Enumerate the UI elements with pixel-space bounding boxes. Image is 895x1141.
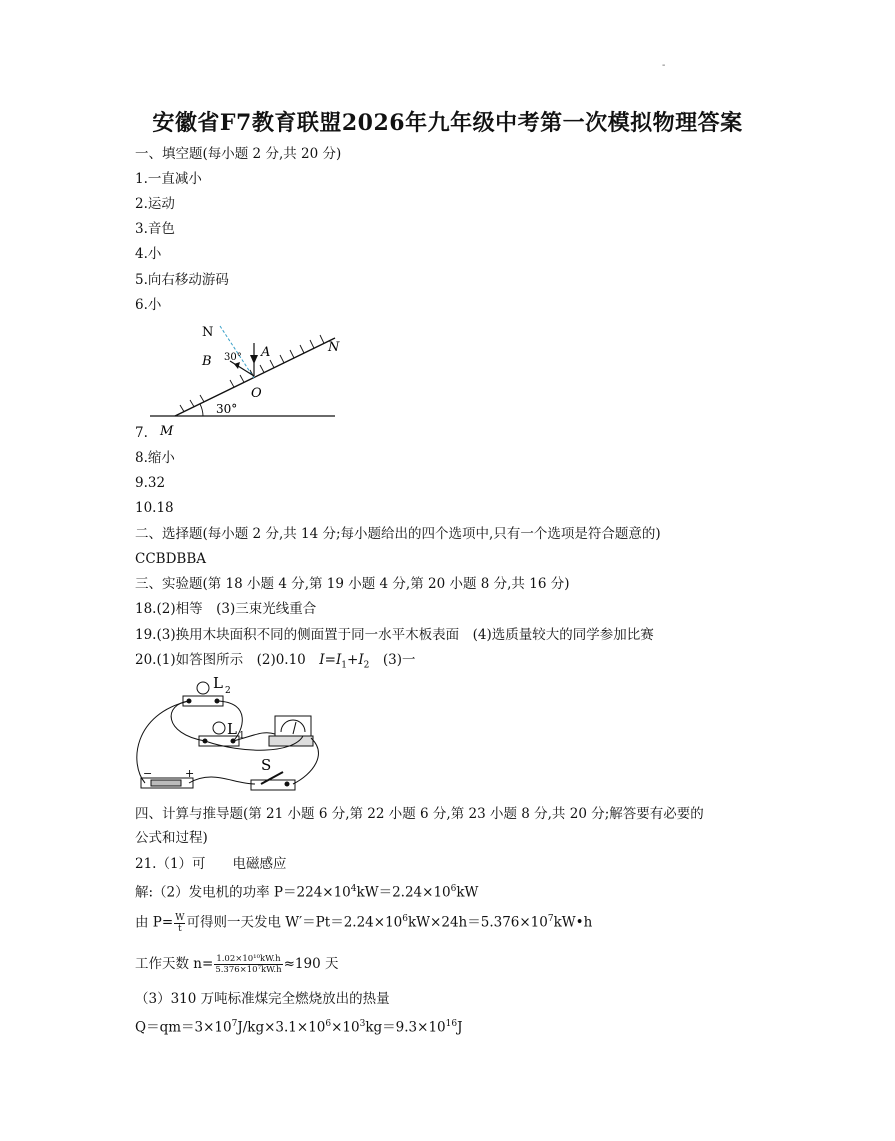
fraction-days: $\frac{\text{1.02×10¹⁰kW.h}}{\text{5.376×10⁷kW.h}}$ <box>215 954 282 975</box>
answer-10: 10.18 <box>135 500 174 516</box>
section-1-heading: 一、填空题(每小题 2 分,共 20 分) <box>135 146 342 162</box>
section-4-heading: 四、计算与推导题(第 21 小题 6 分,第 22 小题 6 分,第 23 小题 8 分,共 20 分;解答要有必要的 <box>135 806 704 822</box>
choice-answers: CCBDBBA <box>135 551 206 567</box>
label-normal-N: N <box>202 325 214 340</box>
label-B: B <box>202 354 212 369</box>
angle-arc-bottom <box>200 404 203 416</box>
answer-19: 19.(3)换用木块面积不同的侧面置于同一水平木板表面 (4)选质量较大的同学参加比赛 <box>135 627 654 643</box>
label-L1: L <box>227 720 237 738</box>
answer-6: 6.小 <box>135 297 162 313</box>
answer-3: 3.音色 <box>135 221 175 237</box>
label-L1-sub: 1 <box>239 731 245 741</box>
reflection-diagram <box>140 318 355 440</box>
page-title: 安徽省F7教育联盟2026年九年级中考第一次模拟物理答案 <box>152 110 743 136</box>
label-L2-sub: 2 <box>225 686 231 696</box>
label-battery-plus: + <box>185 767 195 780</box>
circuit-diagram <box>133 674 333 798</box>
answer-18: 18.(2)相等 (3)三束光线重合 <box>135 601 317 617</box>
answer-21-part3: （3）310 万吨标准煤完全燃烧放出的热量 <box>135 991 390 1007</box>
ammeter-base <box>269 736 313 746</box>
answer-21-energy: 由 P= $\frac{W}{t}$ 可得则一天发电 $W'=Pt=2.24\times 10^6kW\times 24h=5.376\times 10^7kW•h$ <box>135 912 593 934</box>
answer-5: 5.向右移动游码 <box>135 272 229 288</box>
lamp-L2-bulb <box>197 682 209 694</box>
label-O: O <box>251 386 262 401</box>
reflected-arrow <box>234 362 240 369</box>
answer-20: 20.(1)如答图所示 (2)0.10 $I=I_1+I_2$ (3)一 <box>135 652 416 671</box>
label-angle-bottom: 30° <box>216 402 238 416</box>
label-N-right: N <box>328 340 340 355</box>
answer-4: 4.小 <box>135 246 162 262</box>
incident-arrow <box>250 355 258 364</box>
answer-9: 9.32 <box>135 475 166 491</box>
answer-21-heat: $Q=qm=3\times 10^7J/kg\times 3.1\times 10^6\times 10^3kg=9.3\times 10^{16}J$ <box>135 1019 463 1036</box>
section-4-heading-cont: 公式和过程) <box>135 830 208 846</box>
answer-1: 1.一直减小 <box>135 171 202 187</box>
answer-21-days: 工作天数 n= $\frac{\text{1.02×10¹⁰kW.h}}{\text{5.376×10⁷kW.h}}$ ≈190 天 <box>135 954 339 975</box>
section-3-heading: 三、实验题(第 18 小题 4 分,第 19 小题 4 分,第 20 小题 8 分,共 16 分) <box>135 576 570 592</box>
answer-21-power: 解:（2）发电机的功率 $P=224\times 10^4kW=2.24\times 10^6kW$ <box>135 884 479 901</box>
label-battery-minus: − <box>143 767 153 780</box>
battery-cell <box>151 780 181 786</box>
header-mark: - <box>662 60 666 71</box>
label-S: S <box>261 756 272 774</box>
reflected-ray <box>230 361 254 376</box>
answer-7: 7. <box>135 425 148 441</box>
answer-2: 2.运动 <box>135 196 175 212</box>
section-2-heading: 二、选择题(每小题 2 分,共 14 分;每小题给出的四个选项中,只有一个选项是符合题意的) <box>135 526 661 542</box>
answer-8: 8.缩小 <box>135 450 175 466</box>
answer-21-part1: 21.（1）可 电磁感应 <box>135 856 287 872</box>
label-M: M <box>160 424 174 439</box>
label-A: A <box>261 345 271 360</box>
mirror-line <box>175 338 335 416</box>
lamp-L1-bulb <box>213 722 225 734</box>
label-L2: L <box>213 674 223 692</box>
switch-terminal <box>285 782 290 787</box>
fraction-W-over-t: $\frac{W}{t}$ <box>175 912 185 934</box>
label-angle-top: 30° <box>224 352 242 363</box>
